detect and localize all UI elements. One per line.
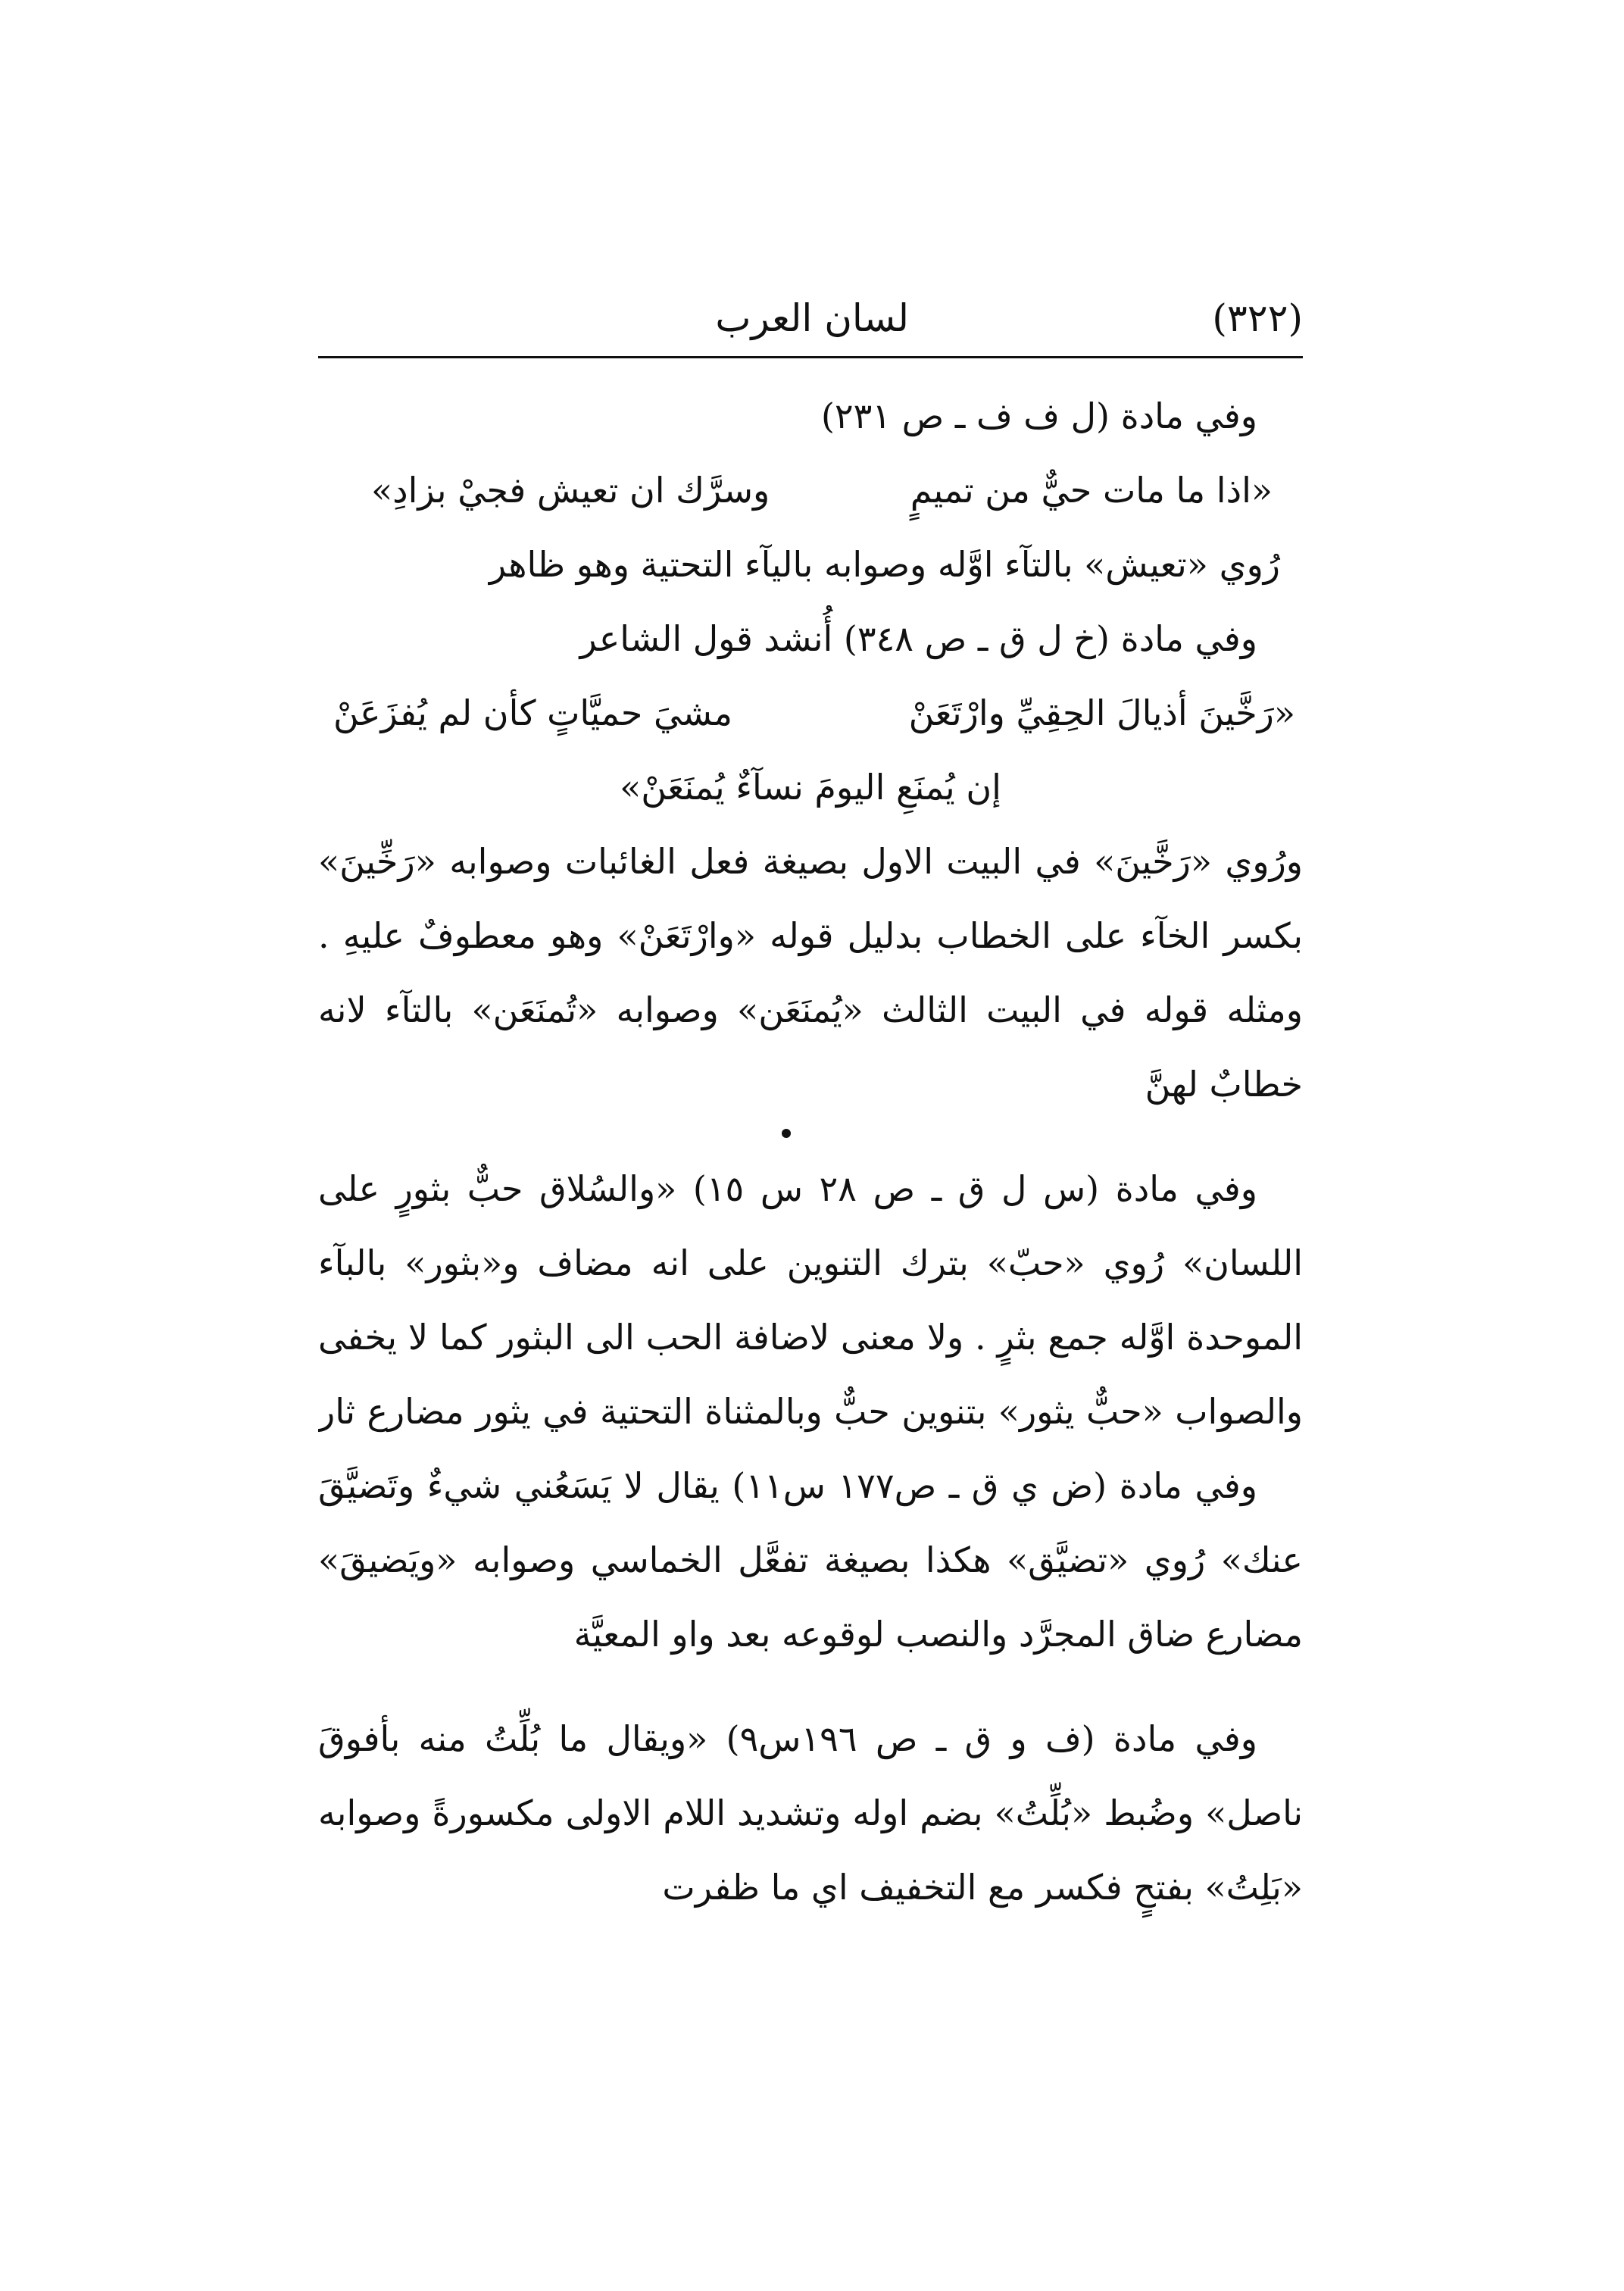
verse-hemistich-first: «رَخَّينَ أذيالَ الحِقِيِّ وارْتَعَنْ	[908, 692, 1295, 733]
page-number: (٣٢٢)	[1212, 296, 1303, 340]
text-line: رُوي «تعيش» بالتآء اوَّله وصوابه باليآء التحتية وهو ظاهر	[489, 544, 1280, 585]
text-line: ناصل» وضُبط «بُلِّتُ» بضم اوله وتشديد اللام الاولى مكسورةً وصوابه	[318, 1792, 1303, 1833]
text-line: عنك» رُوي «تضيَّق» هكذا بصيغة تفعَّل الخماسي وصوابه «ويَضيقَ»	[318, 1539, 1303, 1580]
ink-dot	[782, 1129, 791, 1138]
verse-hemistich-second: مشيَ حميَّاتٍ كأن لم يُفزَعَنْ	[333, 692, 732, 733]
verse-hemistich-second: وسرَّك ان تعيش فجيْ بزادِ»	[371, 470, 770, 511]
text-line: وفي مادة (خ ل ق ـ ص ٣٤٨) أُنشد قول الشاعر	[579, 618, 1257, 659]
text-line: ومثله قوله في البيت الثالث «يُمنَعَن» وصوابه «تُمنَعَن» بالتآء لانه	[318, 989, 1303, 1030]
running-title: لسان العرب	[715, 296, 909, 340]
text-line: وفي مادة (ل ف ف ـ ص ٢٣١)	[820, 395, 1257, 436]
text-line: بكسر الخآء على الخطاب بدليل قوله «وارْتَعَنْ» وهو معطوفٌ عليهِ .	[318, 915, 1303, 956]
paragraph-gap	[318, 1671, 1303, 1702]
page-header	[318, 288, 1303, 348]
verse-line: إن يُمنَعِ اليومَ نسآءٌ يُمنَعَنْ»	[620, 767, 1001, 808]
text-line: وفي مادة (ض ي ق ـ ص١٧٧ س١١) يقال لا يَسَعُني شيءٌ وتَضيَّقَ	[318, 1465, 1257, 1506]
verse-line	[318, 453, 1303, 527]
text-line: والصواب «حبٌّ يثور» بتنوين حبٌّ وبالمثناة التحتية في يثور مضارع ثار	[318, 1391, 1303, 1432]
verse-line	[318, 676, 1303, 750]
text-line: وفي مادة (ف و ق ـ ص ١٩٦س٩) «ويقال ما بُلِّتُ منه بأفوقَ	[318, 1718, 1257, 1759]
text-line: «بَلِتُ» بفتحٍ فكسر مع التخفيف اي ما ظفرت	[662, 1867, 1303, 1908]
text-line: ورُوي «رَخَّينَ» في البيت الاول بصيغة فعل الغائبات وصوابه «رَخِّينَ»	[318, 841, 1303, 882]
text-line: مضارع ضاق المجرَّد والنصب لوقوعه بعد واو المعيَّة	[573, 1614, 1303, 1655]
body-text	[318, 379, 1303, 1924]
text-line: خطابٌ لهنَّ	[1145, 1064, 1303, 1105]
verse-hemistich-first: «اذا ما مات حيٌّ من تميمٍ	[910, 470, 1273, 511]
paragraph-gap	[318, 1121, 1303, 1152]
text-line: وفي مادة (س ل ق ـ ص ٢٨ س ١٥) «والسُلاق حبٌّ بثورٍ على	[318, 1168, 1257, 1209]
header-divider	[318, 356, 1303, 358]
text-line: الموحدة اوَّله جمع بثرٍ . ولا معنى لاضافة الحب الى البثور كما لا يخفى	[318, 1317, 1303, 1358]
text-line: اللسان» رُوي «حبّ» بترك التنوين على انه مضاف و«بثور» بالبآء	[318, 1242, 1303, 1283]
